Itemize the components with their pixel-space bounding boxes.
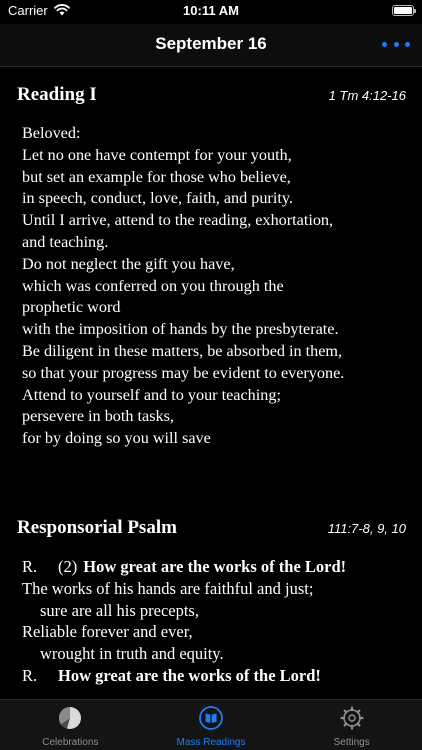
reading-line: Attend to yourself and to your teaching; bbox=[22, 385, 281, 404]
more-dot-icon bbox=[405, 42, 410, 47]
reading-line: Until I arrive, attend to the reading, exhortation, bbox=[22, 211, 334, 230]
reading-one-text bbox=[22, 123, 414, 450]
reading-line: and teaching. bbox=[22, 232, 109, 251]
more-dot-icon bbox=[382, 42, 387, 47]
psalm-response-repeat bbox=[22, 665, 414, 687]
tab-mass-readings[interactable] bbox=[141, 700, 282, 750]
more-options-button[interactable] bbox=[382, 34, 410, 54]
psalm-title: Responsorial Psalm bbox=[17, 517, 177, 538]
more-dot-icon bbox=[394, 42, 399, 47]
tab-label: Mass Readings bbox=[176, 737, 246, 748]
psalm-verse-line: sure are all his precepts, bbox=[40, 600, 199, 620]
psalm-verse-line: The works of his hands are faithful and just; bbox=[22, 578, 314, 598]
psalm-header bbox=[17, 517, 406, 539]
readings-scroll-view[interactable] bbox=[0, 67, 422, 700]
reading-line: Do not neglect the gift you have, bbox=[22, 254, 235, 273]
psalm-verses bbox=[22, 578, 414, 665]
psalm-text bbox=[22, 556, 414, 687]
reading-line: for by doing so you will save bbox=[22, 429, 211, 448]
reading-one-header bbox=[17, 84, 406, 106]
gear-icon bbox=[340, 706, 364, 730]
reading-line: in speech, conduct, love, faith, and purity. bbox=[22, 189, 293, 208]
response-label: R. bbox=[22, 557, 38, 576]
psalm-verse-line: wrought in truth and equity. bbox=[40, 644, 224, 664]
response-text: How great are the works of the Lord! bbox=[58, 665, 321, 685]
response-label: R. bbox=[22, 665, 38, 685]
battery-icon bbox=[392, 5, 414, 16]
reading-line: but set an example for those who believe, bbox=[22, 167, 291, 186]
status-bar bbox=[0, 0, 422, 24]
response-text: How great are the works of the Lord! bbox=[83, 557, 347, 576]
navigation-bar bbox=[0, 24, 422, 67]
tab-label: Celebrations bbox=[42, 737, 99, 748]
psalm-verse-line: Reliable forever and ever, bbox=[22, 622, 193, 642]
pie-chart-icon bbox=[58, 706, 82, 730]
book-icon bbox=[199, 706, 223, 730]
psalm-citation: 111:7-8, 9, 10 bbox=[327, 521, 406, 536]
reading-line: Let no one have contempt for your youth, bbox=[22, 145, 292, 164]
psalm-response bbox=[22, 556, 414, 578]
status-time: 10:11 AM bbox=[183, 3, 239, 18]
reading-line: so that your progress may be evident to everyone. bbox=[22, 363, 345, 382]
reading-one-title: Reading I bbox=[17, 84, 97, 105]
tab-celebrations[interactable] bbox=[0, 700, 141, 750]
response-number: (2) bbox=[58, 557, 78, 576]
reading-line: prophetic word bbox=[22, 298, 121, 317]
reading-line: with the imposition of hands by the presbyterate. bbox=[22, 320, 339, 339]
reading-line: Beloved: bbox=[22, 124, 81, 142]
tab-label: Settings bbox=[333, 737, 370, 748]
carrier-label: Carrier bbox=[8, 3, 48, 18]
reading-one-citation: 1 Tm 4:12-16 bbox=[328, 88, 406, 103]
reading-line: persevere in both tasks, bbox=[22, 407, 174, 426]
tab-bar bbox=[0, 699, 422, 750]
tab-settings[interactable] bbox=[281, 700, 422, 750]
reading-line: which was conferred on you through the bbox=[22, 276, 284, 295]
reading-line: Be diligent in these matters, be absorbed in them, bbox=[22, 341, 343, 360]
page-title: September 16 bbox=[155, 34, 267, 53]
